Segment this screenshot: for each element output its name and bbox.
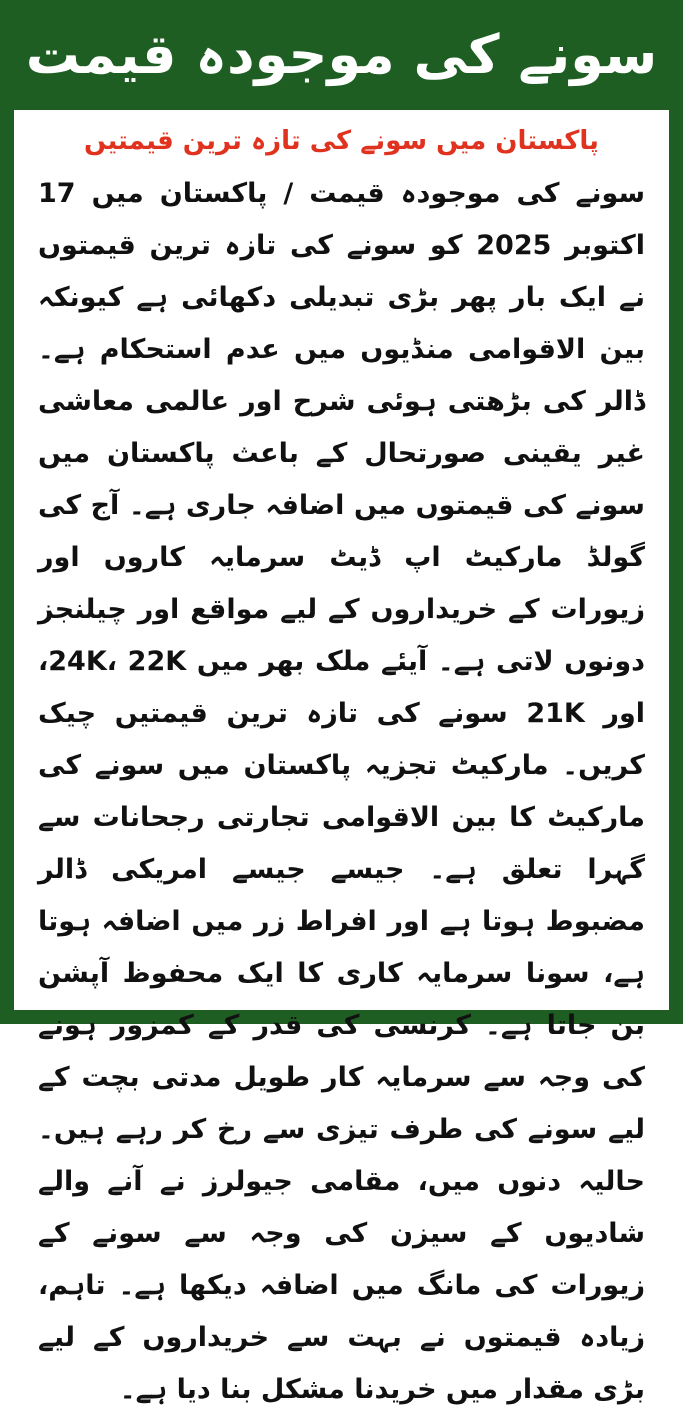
page-title: سونے کی موجودہ قیمت (25, 23, 658, 86)
article-body: سونے کی موجودہ قیمت / پاکستان میں 17 اکتوبر 2025 کو سونے کی تازہ ترین قیمتوں نے ایک بار پھر بڑی تبدیلی دکھائی ہے کیونکہ بین الاقوامی منڈیوں میں عدم استحکام ہے۔ ڈالر کی بڑھتی ہوئی شرح اور عالمی معاشی غیر یقینی صورتحال کے باعث پاکستان میں سونے کی قیمتوں میں اضافہ جاری ہے۔ آج کی گولڈ مارکیٹ اپ ڈیٹ سرمایہ کاروں اور زیورات کے خریداروں کے لیے مواقع اور چیلنجز دونوں لاتی ہے۔ آیئے ملک بھر میں 24K، 22K، اور 21K سونے کی تازہ ترین قیمتیں چیک کریں۔ مارکیٹ تجزیہ پاکستان میں سونے کی مارکیٹ کا بین الاقوامی تجارتی رجحانات سے گہرا تعلق ہے۔ جیسے جیسے امریکی ڈالر مضبوط ہوتا ہے اور افراط زر میں اضافہ ہوتا ہے، سونا سرمایہ کاری کا ایک محفوظ آپشن بن جاتا ہے۔ کرنسی کی قدر کے کمزور ہونے کی وجہ سے سرمایہ کار طویل مدتی بچت کے لیے سونے کی طرف تیزی سے رخ کر رہے ہیں۔ حالیہ دنوں میں، مقامی جیولرز نے آنے والے شادیوں کے سیزن کی وجہ سے سونے کے زیورات کی مانگ میں اضافہ دیکھا ہے۔ تاہم، زیادہ قیمتوں نے بہت سے خریداروں کے لیے بڑی مقدار میں خریدنا مشکل بنا دیا ہے۔ (38, 178, 646, 1405)
article-panel (14, 110, 669, 1405)
header-banner (0, 0, 683, 110)
article-subtitle: پاکستان میں سونے کی تازہ ترین قیمتیں (84, 126, 599, 156)
